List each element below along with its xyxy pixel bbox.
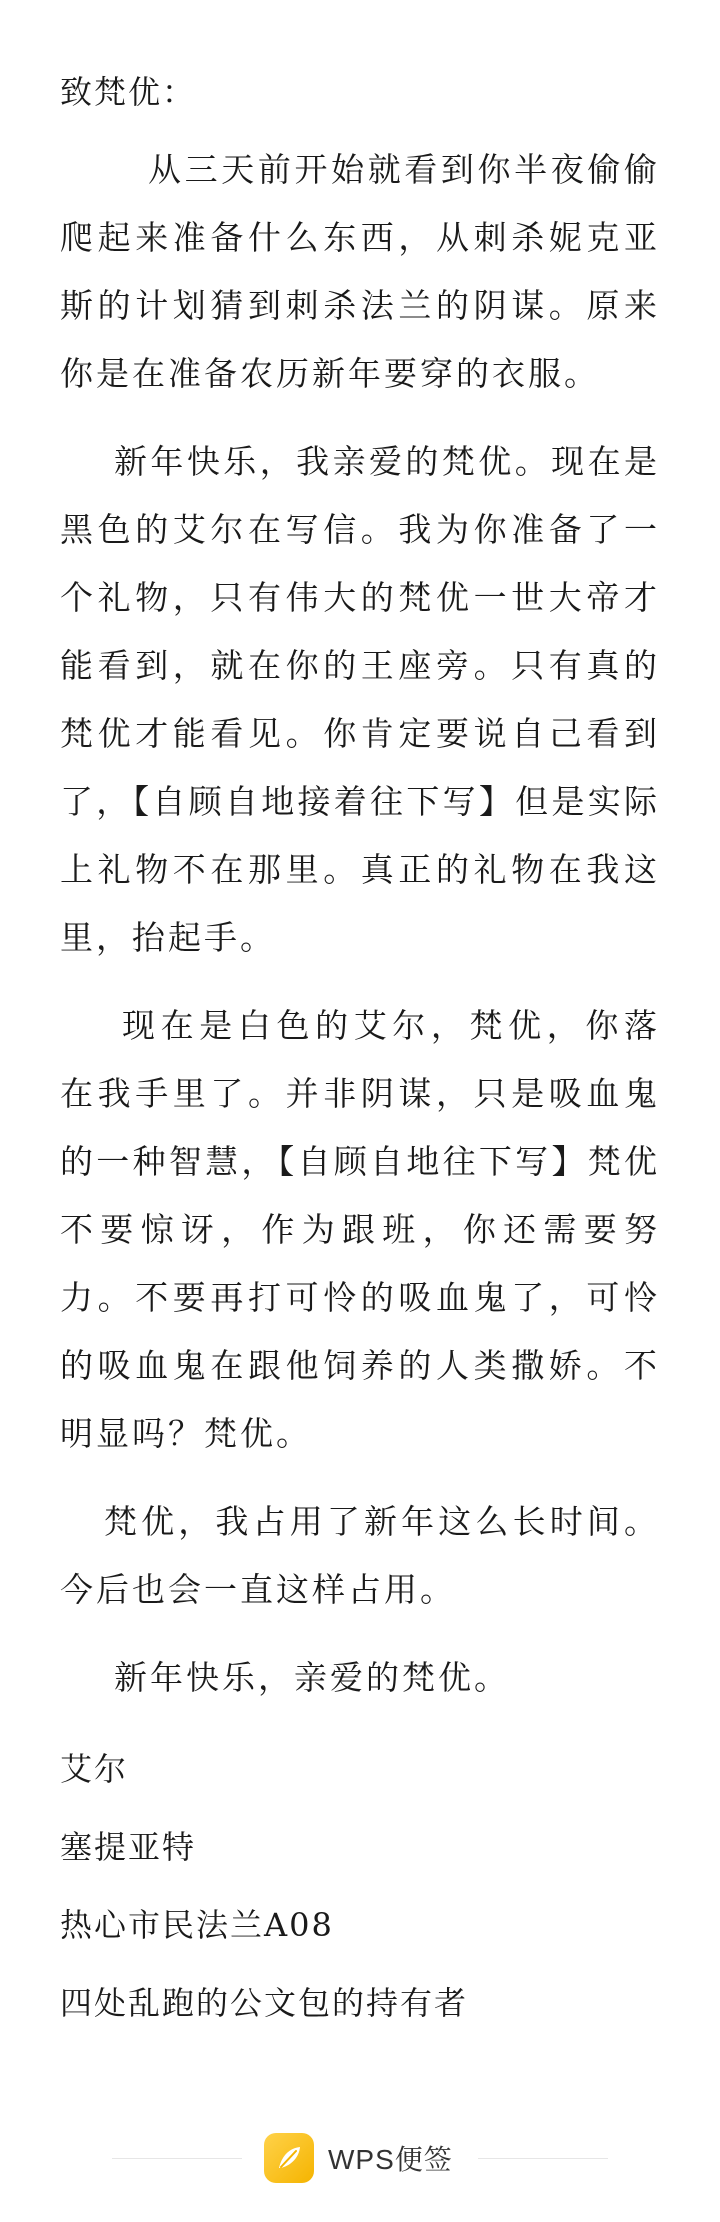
signature-line-3: 热心市民法兰A08 bbox=[60, 1906, 334, 1944]
signature-line-4: 四处乱跑的公文包的持有者 bbox=[60, 1984, 469, 2022]
signature-line-2: 塞提亚特 bbox=[60, 1828, 197, 1866]
note-paragraph-5: 新年快乐，亲爱的梵优。 bbox=[114, 1658, 510, 1697]
brand-label: WPS便签 bbox=[328, 2144, 453, 2175]
app-footer bbox=[0, 2130, 720, 2186]
note-salutation: 致梵优： bbox=[60, 73, 197, 111]
footer-divider-right bbox=[478, 2158, 608, 2159]
feather-leaf-icon bbox=[264, 2133, 314, 2183]
note-paragraph-2: 新年快乐，我亲爱的梵优。现在是黑色的艾尔在写信。我为你准备了一个礼物，只有伟大的梵优一世大帝才能看到，就在你的王座旁。只有真的梵优才能看见。你肯定要说自己看到了，【自顾自地接着往下写】但是实际上礼物不在那里。真正的礼物在我这里，抬起手。 bbox=[60, 442, 660, 957]
footer-divider-left bbox=[112, 2158, 242, 2159]
note-signature bbox=[60, 1730, 660, 2042]
wps-note-brand bbox=[264, 2132, 453, 2184]
note-body bbox=[60, 70, 660, 1732]
note-paragraph-4: 梵优，我占用了新年这么长时间。今后也会一直这样占用。 bbox=[60, 1502, 660, 1609]
note-paragraph-3: 现在是白色的艾尔，梵优，你落在我手里了。并非阴谋，只是吸血鬼的一种智慧，【自顾自地往下写】梵优不要惊讶，作为跟班，你还需要努力。不要再打可怜的吸血鬼了，可怜的吸血鬼在跟他饲养的人类撒娇。不明显吗？梵优。 bbox=[60, 1006, 660, 1453]
note-paragraph-1: 从三天前开始就看到你半夜偷偷爬起来准备什么东西，从刺杀妮克亚斯的计划猜到刺杀法兰的阴谋。原来你是在准备农历新年要穿的衣服。 bbox=[60, 150, 660, 393]
signature-line-1: 艾尔 bbox=[60, 1750, 129, 1788]
